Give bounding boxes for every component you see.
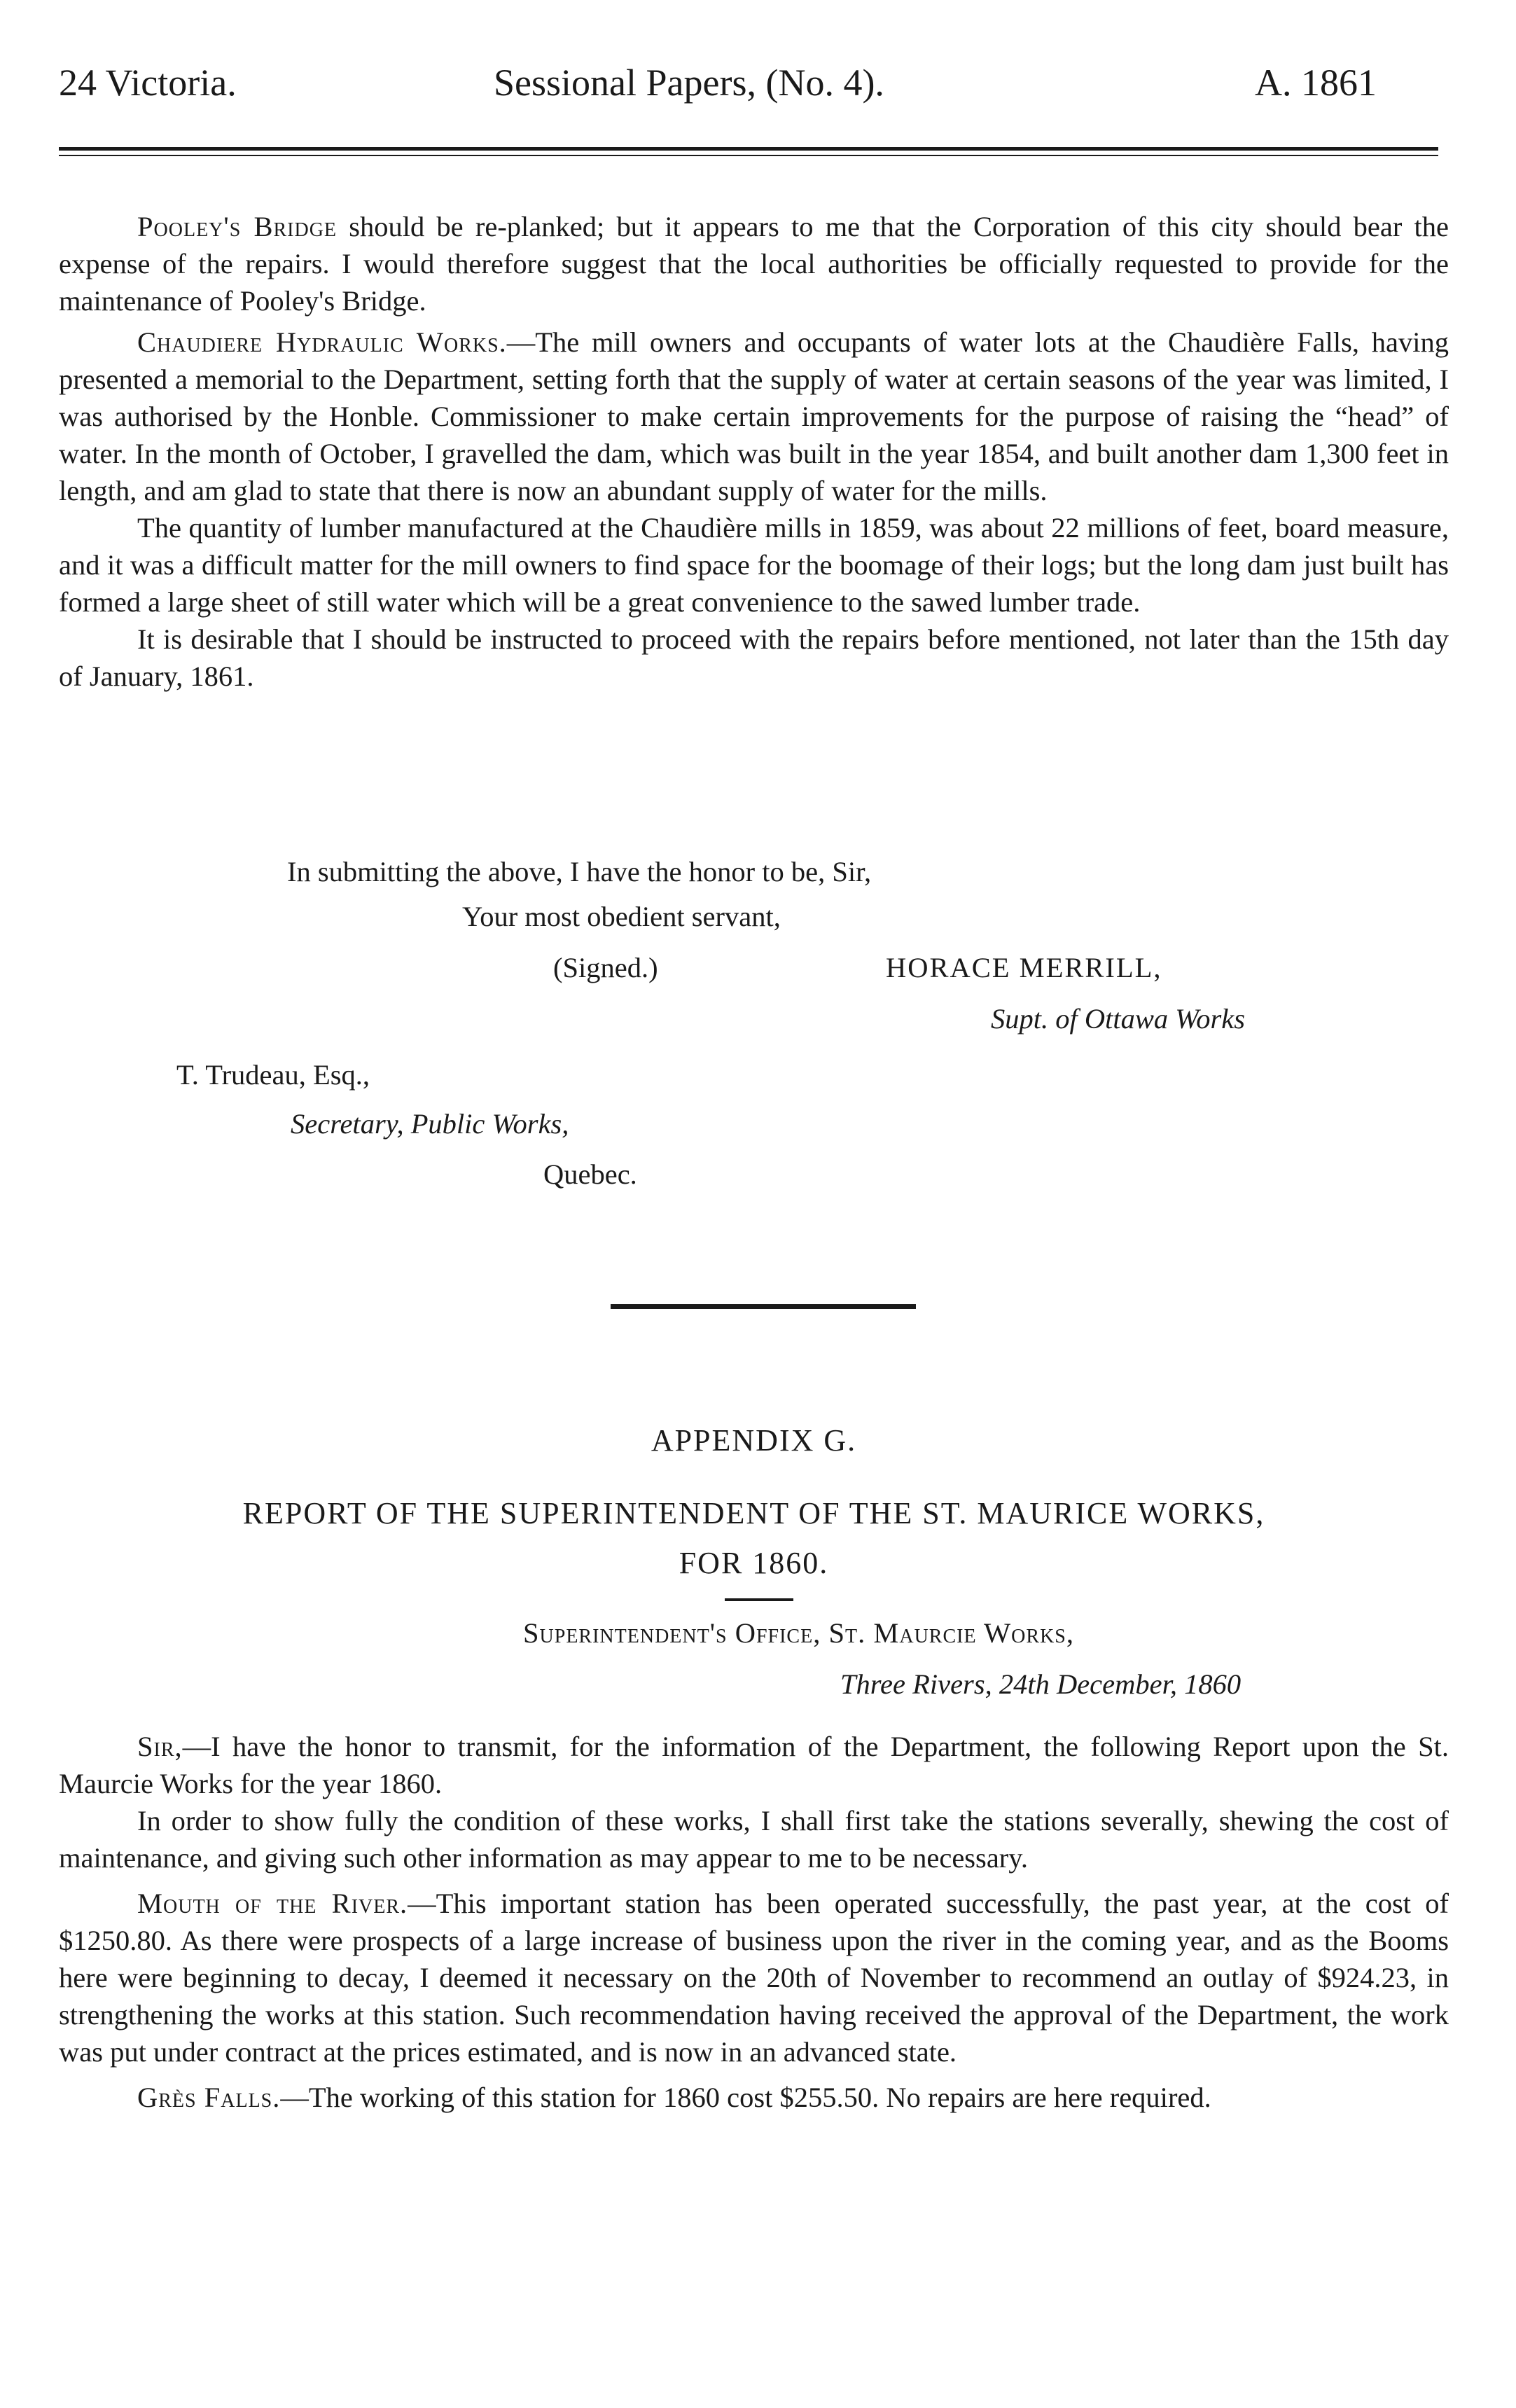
report-body <box>59 1728 1449 2116</box>
paragraph-gres-falls <box>59 2079 1449 2116</box>
paragraph-text: —This important station has been operated successfully, the past year, at the cost of $1250.80. As there were prospects of a large increase of business upon the river in the coming year, and as the Booms here were beginning to decay, I deemed it necessary on the 20th of November to recommend an outlay of $924.23, in strengthening the works at this station. Such recommendation having received the approval of the Department, the work was put under contract at the prices estimated, and is now in an advanced state. <box>59 1888 1449 2068</box>
paragraph-chaudiere-works <box>59 324 1449 509</box>
paragraph-text: —The mill owners and occupants of water lots at the Chaudière Falls, having presented a memorial to the Department, setting forth that the supply of water at certain seasons of the year was limited, I was authorised by the Honble. Commissioner to make certain improvements for the purpose of raising the “head” of water. In the month of October, I gravelled the dam, which was built in the year 1854, and built another dam 1,300 feet in length, and am glad to state that there is now an abundant supply of water for the mills. <box>59 326 1449 506</box>
paragraph-stations-intro: In order to show fully the condition of these works, I shall first take the stations severally, shewing the cost of maintenance, and giving such other information as may appear to me to be necessary. <box>59 1805 1449 1874</box>
dateline: Three Rivers, 24th December, 1860 <box>840 1668 1242 1700</box>
signer-name: HORACE MERRILL, <box>886 952 1162 983</box>
paragraph-lead: Sir, <box>137 1731 183 1762</box>
paragraph-lumber-quantity: The quantity of lumber manufactured at the Chaudière mills in 1859, was about 22 millions of feet, board measure, and it was a difficult matter for the mill owners to find space for the boomage of their logs; but the long dam just built has formed a large sheet of still water which will be a great convenience to the sawed lumber trade. <box>59 512 1449 618</box>
closing-line: In submitting the above, I have the honor to be, Sir, <box>287 856 872 887</box>
paragraph-lead: Pooley's Bridge <box>137 211 338 242</box>
paragraph-salutation <box>59 1728 1449 1802</box>
closing-servant: Your most obedient servant, <box>462 901 781 932</box>
addressee-title: Secretary, Public Works, <box>291 1108 569 1140</box>
title-underline <box>725 1598 793 1601</box>
paragraph-text: —The working of this station for 1860 cost $255.50. No repairs are here required. <box>280 2082 1211 2113</box>
appendix-heading: APPENDIX G. <box>651 1423 857 1458</box>
paragraph-pooleys-bridge <box>59 208 1449 319</box>
office-line: Superintendent's Office, St. Maurcie Works, <box>523 1617 1075 1649</box>
signer-title: Supt. of Ottawa Works <box>991 1003 1246 1035</box>
header-title: Sessional Papers, (No. 4). <box>494 62 884 104</box>
report-title-line2: FOR 1860. <box>679 1546 829 1580</box>
paragraph-lead: Mouth of the River. <box>137 1888 408 1919</box>
addressee-name: T. Trudeau, Esq., <box>176 1059 370 1091</box>
header-year: A. 1861 <box>1255 62 1377 104</box>
paragraph-lead: Grès Falls. <box>137 2082 281 2113</box>
header-rule-thin <box>59 155 1438 156</box>
section-divider <box>611 1304 916 1309</box>
letter-body <box>59 208 1449 695</box>
paragraph-repairs-request: It is desirable that I should be instructed to proceed with the repairs before mentioned, not later than the 15th day of January, 1861. <box>59 623 1449 692</box>
report-title-line1: REPORT OF THE SUPERINTENDENT OF THE ST. MAURICE WORKS, <box>242 1496 1265 1530</box>
paragraph-text: should be re-planked; but it appears to me that the Corporation of this city should bear the expense of the repairs. I would therefore suggest that the local authorities be officially requested to provide for the maintenance of Pooley's Bridge. <box>59 211 1449 317</box>
header-rule-thick <box>59 147 1438 151</box>
signed-note: (Signed.) <box>553 952 658 983</box>
addressee-place: Quebec. <box>543 1158 637 1190</box>
paragraph-lead: Chaudiere Hydraulic Works. <box>137 326 507 358</box>
header-volume: 24 Victoria. <box>59 62 237 104</box>
paragraph-mouth-of-river <box>59 1885 1449 2070</box>
paragraph-text: —I have the honor to transmit, for the information of the Department, the following Report upon the St. Maurcie Works for the year 1860. <box>59 1731 1449 1799</box>
